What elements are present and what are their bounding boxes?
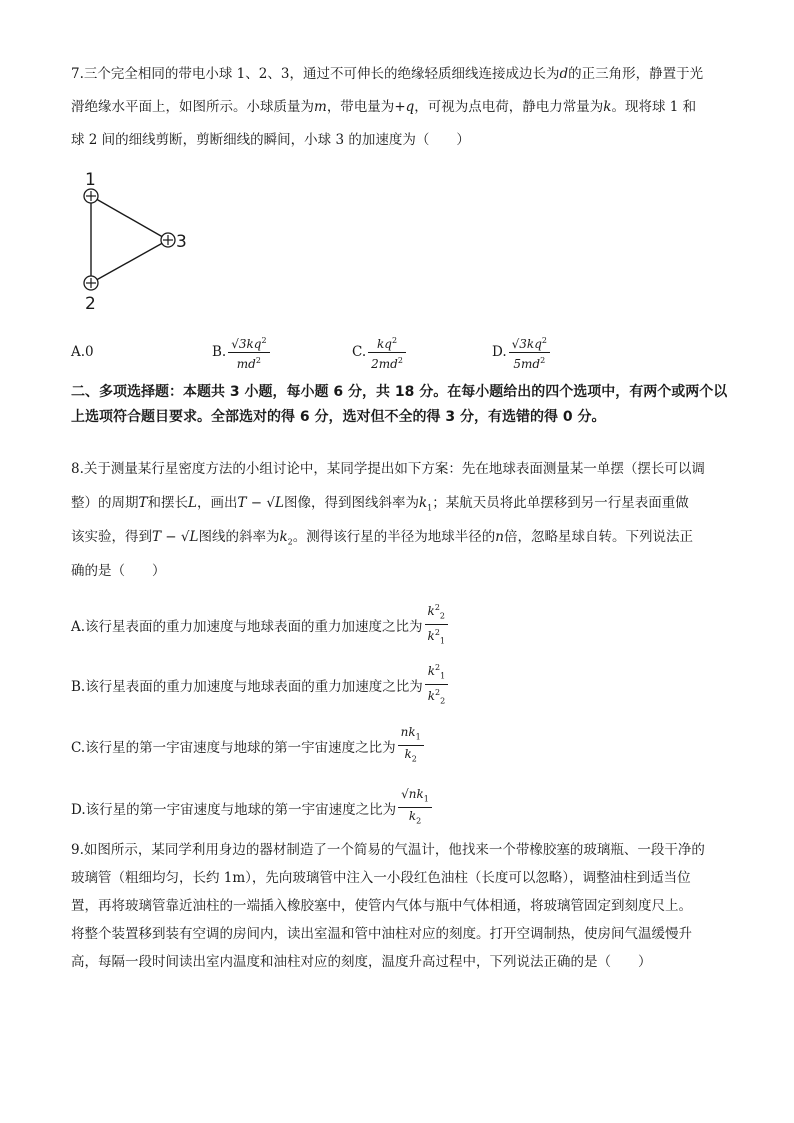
- q7-option-b[interactable]: [212, 330, 272, 374]
- var-d: d: [559, 66, 569, 82]
- ball-3: [161, 233, 175, 247]
- option-b-fraction: [425, 660, 448, 710]
- frac-den: k: [408, 809, 417, 824]
- relation-T-sqrtL-2: T − √L: [152, 529, 199, 545]
- sub-2: 2: [287, 537, 293, 547]
- q7-text-2a: 滑绝缘水平面上，如图所示。小球质量为: [71, 99, 314, 115]
- q9-line-1: 9.如图所示，某同学利用身边的器材制造了一个简易的气温计，他找来一个带橡胶塞的玻璃瓶、一段干净的: [71, 842, 705, 858]
- q8-text-3a: 该实验，得到: [71, 529, 152, 545]
- var-L: L: [188, 495, 197, 511]
- option-a-text: A.0: [71, 344, 94, 360]
- option-d-fraction: [509, 333, 550, 372]
- option-d-text: D.该行星的第一宇宙速度与地球的第一宇宙速度之比为: [71, 801, 397, 818]
- q8-line-1: 8.关于测量某行星密度方法的小组讨论中，某同学提出如下方案：先在地球表面测量某一单摆（摆长可以调: [71, 461, 705, 477]
- q8-line-3: [71, 521, 726, 559]
- frac-num: √nk: [401, 787, 424, 801]
- q8-text-2a: 整）的周期: [71, 495, 139, 511]
- q8-option-c[interactable]: [71, 724, 426, 768]
- sup: 2: [434, 628, 440, 638]
- sup: 2: [261, 335, 267, 345]
- q7-text-1: 7.三个完全相同的带电小球 1、2、3，通过不可伸长的绝缘轻质细线连接成边长为: [71, 66, 560, 82]
- q8-option-a[interactable]: [71, 600, 450, 650]
- q9-line-4: 将整个装置移到装有空调的房间内，读出室温和管中油柱对应的刻度。打开空调制热，使房间气温缓慢升: [71, 926, 692, 942]
- option-c-label: C.: [352, 344, 367, 360]
- q8-option-b[interactable]: [71, 660, 450, 710]
- sup: 2: [435, 688, 441, 698]
- frac-num: √3kq: [231, 336, 262, 351]
- sub: 2: [411, 754, 417, 764]
- option-d-label: D.: [492, 344, 507, 360]
- sub-1: 1: [427, 503, 433, 513]
- option-c-text: C.该行星的第一宇宙速度与地球的第一宇宙速度之比为: [71, 739, 396, 756]
- q7-text-1b: 的正三角形，静置于光: [568, 66, 704, 82]
- sup: 2: [540, 355, 546, 365]
- frac-den: 2md: [371, 356, 398, 371]
- frac-num: nk: [400, 725, 416, 739]
- triangle-figure: [76, 168, 196, 313]
- q8-text-2b: 和摆长: [147, 495, 189, 511]
- q8-text-3c: 。测得该行星的半径为地球半径的: [292, 529, 496, 545]
- ball-1: [84, 189, 98, 203]
- frac-num: √3kq: [511, 336, 542, 351]
- sub: 1: [415, 732, 421, 742]
- sub: 1: [440, 671, 446, 681]
- q8-text-3b: 图线的斜率为: [198, 529, 280, 545]
- frac-den: k: [404, 747, 412, 762]
- label-2: 2: [85, 294, 96, 313]
- sup: 2: [434, 603, 440, 612]
- q9-line-3: 置，再将玻璃管靠近油柱的一端插入橡胶塞中，使管内气体与瓶中气体相通，将玻璃管固定到刻度尺上。: [71, 898, 692, 914]
- q7-options: [71, 330, 671, 374]
- q8-option-d[interactable]: [71, 786, 434, 830]
- sup: 2: [541, 335, 547, 345]
- q7-text-2b: ，带电量为: [326, 99, 395, 115]
- var-k1: k: [418, 495, 428, 511]
- q7-option-c[interactable]: [352, 330, 408, 374]
- var-k: k: [603, 99, 612, 115]
- q7-line-3: 球 2 间的细线剪断，剪断细线的瞬间，小球 3 的加速度为（ ）: [71, 132, 470, 148]
- frac-den: k: [427, 629, 435, 644]
- option-d-fraction: [398, 786, 432, 830]
- q8-text-3d: 倍，忽略星球自转。下列说法正: [503, 529, 693, 545]
- option-a-text: A.该行星表面的重力加速度与地球表面的重力加速度之比为: [71, 618, 423, 635]
- line-1-3: [91, 196, 168, 240]
- line-2-3: [91, 240, 168, 283]
- q9-line-2: 玻璃管（粗细均匀，长约 1m），先向玻璃管中注入一小段红色油柱（长度可以忽略），调整油柱到适当位: [71, 870, 691, 886]
- option-b-text: B.该行星表面的重力加速度与地球表面的重力加速度之比为: [71, 678, 423, 695]
- q7-option-d[interactable]: [492, 330, 552, 374]
- frac-den: md: [236, 356, 256, 371]
- var-k2: k: [279, 529, 288, 545]
- q7-text-2c: ，可视为点电荷，静电力常量为: [414, 99, 604, 115]
- sub: 2: [439, 611, 446, 621]
- var-n: n: [495, 529, 504, 545]
- q8-text-2e: ；某航天员将此单摆移到另一行星表面重做: [432, 495, 689, 511]
- label-1: 1: [85, 170, 96, 190]
- sub: 2: [440, 696, 446, 706]
- sub: 1: [439, 636, 446, 646]
- option-b-label: B.: [212, 344, 227, 360]
- frac-num: k: [427, 604, 435, 618]
- var-T: T: [138, 495, 148, 511]
- q7-option-a[interactable]: [71, 330, 94, 374]
- option-b-fraction: [228, 333, 269, 372]
- frac-den: k: [427, 689, 435, 704]
- frac-den: 5md: [513, 356, 541, 371]
- q8-line-4: 确的是（ ）: [71, 563, 166, 579]
- option-a-fraction: [425, 600, 448, 650]
- frac-num: k: [427, 664, 435, 678]
- sub: 2: [416, 816, 422, 826]
- var-q: +q: [394, 99, 415, 115]
- section-2-title: 二、多项选择题：本题共 3 小题，每小题 6 分，共 18 分。在每小题给出的四个选项中，有两个或两个以上选项符合题目要求。全部选对的得 6 分，选对但不全的得 3 分，有选错的得 0 分。: [71, 384, 728, 425]
- option-c-fraction: [368, 333, 406, 372]
- ball-2: [84, 276, 98, 290]
- sup: 2: [397, 355, 403, 365]
- q8-text-2c: ，画出: [196, 495, 238, 511]
- option-c-fraction: [398, 724, 424, 768]
- sup: 2: [435, 663, 441, 672]
- relation-T-sqrtL: T − √L: [237, 495, 284, 511]
- q7-text-2d: 。现将球 1 和: [611, 99, 697, 115]
- label-3: 3: [176, 232, 187, 252]
- q7-line-1: [71, 58, 726, 91]
- q9-line-5: 高，每隔一段时间读出室内温度和油柱对应的刻度，温度升高过程中，下列说法正确的是（ ）: [71, 954, 652, 970]
- q8-text-2d: 图像，得到图线斜率为: [283, 495, 419, 511]
- q7-line-2: [71, 91, 726, 124]
- sub: 1: [423, 794, 429, 804]
- sup: 2: [255, 355, 261, 365]
- frac-num: kq: [377, 336, 392, 351]
- q8-line-2: [71, 487, 726, 525]
- sup: 2: [391, 335, 398, 345]
- var-m: m: [314, 99, 327, 115]
